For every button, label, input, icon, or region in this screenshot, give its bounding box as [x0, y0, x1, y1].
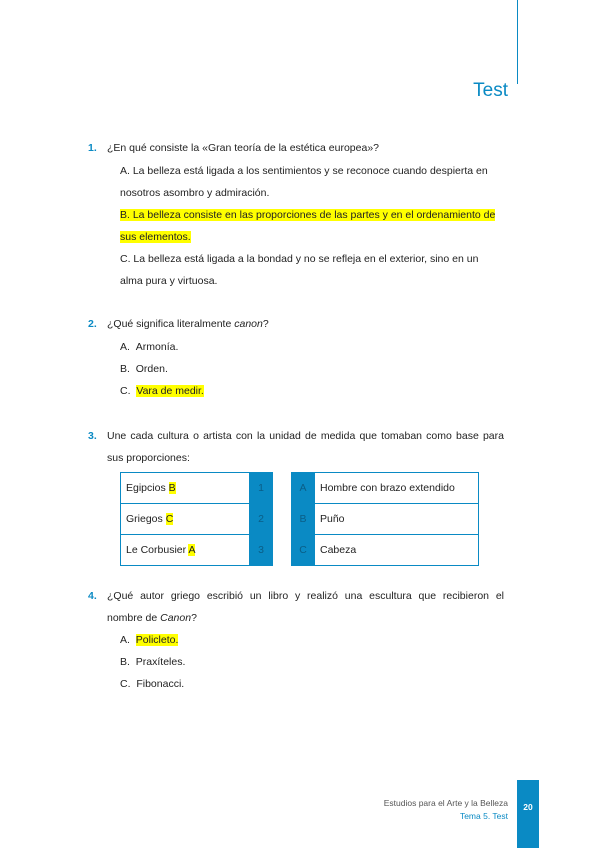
page-number-box — [517, 780, 539, 848]
question-number: 1. — [88, 142, 97, 154]
row-number: 3 — [250, 535, 273, 566]
q1-option-a-line1: A. La belleza está ligada a los sentimientos y se reconoce cuando despierta en — [120, 165, 488, 177]
row-letter: C — [292, 535, 315, 566]
measure-cell: Hombre con brazo extendido — [315, 473, 479, 504]
row-number: 1 — [250, 473, 273, 504]
q2-option-a: A. Armonía. — [120, 341, 179, 353]
measure-cell: Puño — [315, 504, 479, 535]
question-number: 3. — [88, 430, 97, 442]
question-text-line1: Une cada cultura o artista con la unidad de medida que tomaban como base para — [107, 430, 504, 442]
culture-cell: Le Corbusier A — [121, 535, 250, 566]
culture-cell: Griegos C — [121, 504, 250, 535]
measure-cell: Cabeza — [315, 535, 479, 566]
match-table-right — [291, 472, 479, 566]
question-text-line2: sus proporciones: — [107, 452, 190, 464]
question-number: 4. — [88, 590, 97, 602]
question-text-line1: ¿Qué autor griego escribió un libro y realizó una escultura que recibieron el — [107, 590, 504, 602]
table-row — [121, 504, 273, 535]
table-row — [292, 504, 479, 535]
question-text-line2: nombre de Canon? — [107, 612, 197, 624]
culture-cell: Egipcios B — [121, 473, 250, 504]
question-text: ¿Qué significa literalmente canon? — [107, 318, 269, 330]
footer-course: Estudios para el Arte y la Belleza — [383, 798, 508, 808]
row-letter: B — [292, 504, 315, 535]
page-number: 20 — [523, 802, 533, 812]
q4-option-b: B. Praxíteles. — [120, 656, 186, 668]
question-number: 2. — [88, 318, 97, 330]
q4-option-c: C. Fibonacci. — [120, 678, 185, 690]
page-title: Test — [473, 80, 508, 101]
question-text: ¿En qué consiste la «Gran teoría de la estética europea»? — [107, 142, 380, 154]
q1-option-b-line1: B. La belleza consiste en las proporciones de las partes y en el ordenamiento de — [120, 209, 496, 221]
q1-option-b-line2: sus elementos. — [120, 231, 191, 243]
table-row — [292, 473, 479, 504]
match-table-left — [120, 472, 273, 566]
table-row — [292, 535, 479, 566]
q2-option-c: C. Vara de medir. — [120, 385, 204, 397]
header-divider — [517, 0, 518, 84]
q2-option-b: B. Orden. — [120, 363, 168, 375]
q4-option-a: A. Policleto. — [120, 634, 179, 646]
q1-option-c-line2: alma pura y virtuosa. — [120, 275, 218, 287]
row-number: 2 — [250, 504, 273, 535]
q1-option-c-line1: C. La belleza está ligada a la bondad y no se refleja en el exterior, sino en un — [120, 253, 479, 265]
q1-option-a-line2: nosotros asombro y admiración. — [120, 187, 270, 199]
row-letter: A — [292, 473, 315, 504]
table-row — [121, 535, 273, 566]
footer-section: Tema 5. Test — [459, 811, 508, 821]
table-row — [121, 473, 273, 504]
